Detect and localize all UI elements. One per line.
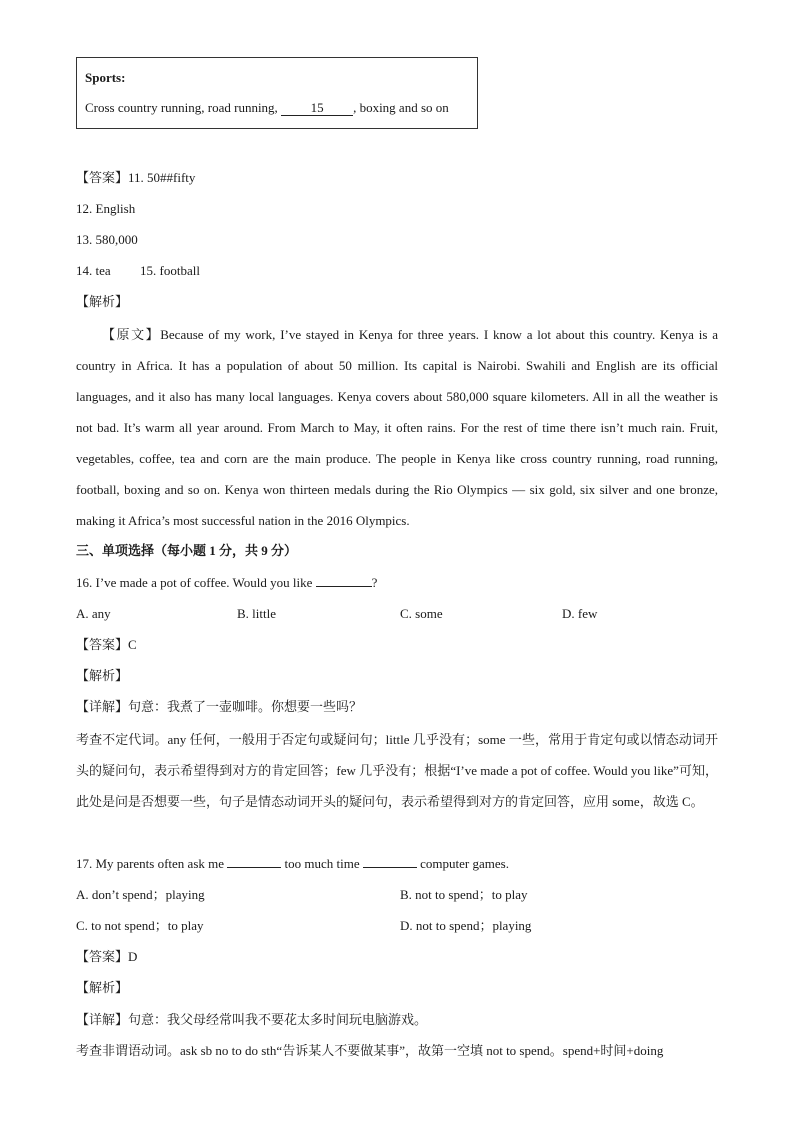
answer-11: 【答案】11. 50##fifty [76, 170, 196, 185]
answer-15: 15. football [140, 263, 200, 278]
q17-answer: 【答案】D [76, 949, 138, 964]
original-text: 【原文】Because of my work, I’ve stayed in Kenya for three years. I know a lot about this country. Kenya is a country in Africa. It has a population of about 50 million. Its capital is Nairobi. Swahili and English are its official languages, and it also has many local languages. Kenya covers about 580,000 square kilometers. All in all the weather is not bad. It’s warm all year around. From March to May, it often rains. For the rest of time there isn’t much rain. Fruit, vegetables, coffee, tea and corn are the main produce. The people in Kenya like cross country running, road running, football, boxing and so on. Kenya won thirteen medals during the Rio Olympics — six gold, six silver and one bronze, making it Africa’s most successful nation in the 2016 Olympics. [76, 327, 718, 528]
q17-option-a: A. don’t spend；playing [76, 887, 205, 902]
q17-option-c: C. to not spend；to play [76, 918, 204, 933]
box-blank-15: 15 [281, 101, 353, 116]
q17-explanation: 考查非谓语动词。ask sb no to do sth“告诉某人不要做某事”，故第一空填 not to spend。spend+时间+doing [76, 1043, 664, 1058]
box-line [85, 98, 469, 118]
q16-analysis-label: 【解析】 [76, 668, 129, 683]
q17-stem [76, 854, 509, 874]
answer-14: 14. tea [76, 263, 111, 278]
q16-answer: 【答案】C [76, 637, 137, 652]
q16-detail: 【详解】句意：我煮了一壶咖啡。你想要一些吗？ [76, 699, 363, 714]
q16-stem-pre: 16. I’ve made a pot of coffee. Would you like [76, 575, 316, 590]
answer-13: 13. 580,000 [76, 232, 138, 247]
q16-option-d: D. few [562, 606, 598, 621]
q17-option-d: D. not to spend；playing [400, 918, 532, 933]
q16-blank [316, 586, 372, 587]
q17-blank-1 [227, 867, 281, 868]
section3-title: 三、单项选择（每小题 1 分，共 9 分） [76, 543, 298, 558]
q16-stem-post: ? [371, 575, 378, 590]
q16-stem [76, 573, 377, 593]
q17-blank-2 [363, 867, 417, 868]
q16-option-c: C. some [400, 606, 443, 621]
q17-detail: 【详解】句意：我父母经常叫我不要花太多时间玩电脑游戏。 [76, 1012, 428, 1027]
q17-stem-post: computer games. [416, 856, 509, 871]
q16-option-b: B. little [237, 606, 276, 621]
q17-stem-pre: 17. My parents often ask me [76, 856, 228, 871]
q17-option-b: B. not to spend；to play [400, 887, 528, 902]
box-line-post: , boxing and so on [353, 100, 449, 115]
q16-explanation: 考查不定代词。any 任何，一般用于否定句或疑问句；little 几乎没有；some 一些，常用于肯定句或以情态动词开头的疑问句，表示希望得到对方的肯定回答；few 几乎没有；根据“I’ve made a pot of coffee. Would you like”可知，此处是问是否想要一些，句子是情态动词开头的疑问句，表示希望得到对方的肯定回答，应用 some，故选 C。 [76, 732, 718, 809]
box-line-pre: Cross country running, road running, [85, 100, 282, 115]
analysis-label: 【解析】 [76, 294, 129, 309]
q17-analysis-label: 【解析】 [76, 980, 129, 995]
box-title: Sports: [85, 70, 126, 85]
q16-option-a: A. any [76, 606, 111, 621]
sports-box [76, 57, 478, 129]
answer-12: 12. English [76, 201, 136, 216]
q17-stem-mid: too much time [281, 856, 363, 871]
